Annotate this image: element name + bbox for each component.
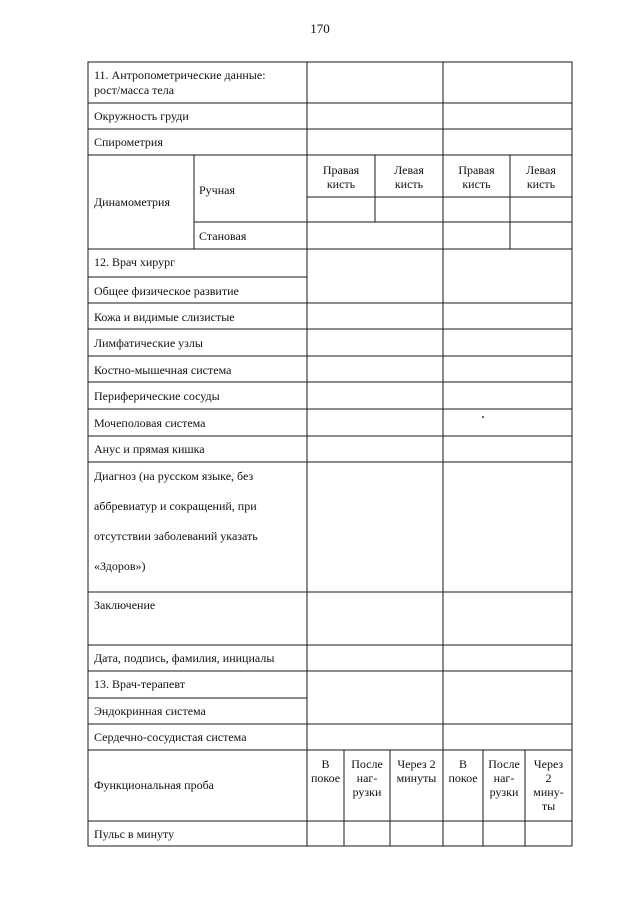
hand-header-right-2: Правая кисть — [458, 163, 495, 191]
diagnosis-label: Диагноз (на русском языке, без аббревиатур и сокращений, при отсутствии заболеваний указать «Здоров») — [94, 469, 258, 573]
pulse-label: Пульс в минуту — [94, 827, 175, 841]
test-header-rest-1: В покое — [310, 757, 341, 785]
test-header-after-2min-1: Через 2 минуты — [396, 757, 437, 785]
hand-header-left-1: Левая кисть — [394, 163, 424, 191]
surgeon-section-title: 12. Врач хирург — [94, 255, 176, 269]
test-header-rest-2: В покое — [448, 757, 478, 785]
stanovaya-dynamometry-label: Становая — [199, 229, 247, 243]
scan-speck — [482, 416, 484, 418]
hand-header-right-1: Правая кисть — [322, 163, 360, 191]
chest-circumference-label: Окружность груди — [94, 109, 189, 123]
peripheral-vessels-label: Периферические сосуды — [94, 389, 220, 403]
therapist-section-title: 13. Врач-терапевт — [94, 677, 185, 691]
urogenital-label: Мочеполовая система — [94, 416, 206, 430]
test-header-after-load-1: После наг- рузки — [351, 757, 383, 799]
cardiovascular-label: Сердечно-сосудистая система — [94, 730, 247, 744]
page-number: 170 — [310, 21, 330, 36]
test-header-after-2min-2: Через 2 мину- ты — [533, 757, 564, 813]
functional-test-label: Функциональная проба — [94, 778, 215, 792]
dynamometry-label: Динамометрия — [94, 195, 170, 209]
physical-development-label: Общее физическое развитие — [94, 284, 239, 298]
conclusion-label: Заключение — [94, 598, 156, 612]
skin-mucosa-label: Кожа и видимые слизистые — [94, 310, 235, 324]
test-header-after-load-2: После наг- рузки — [488, 757, 520, 799]
spirometry-label: Спирометрия — [94, 135, 163, 149]
endocrine-label: Эндокринная система — [94, 704, 206, 718]
signature-label: Дата, подпись, фамилия, инициалы — [94, 651, 275, 665]
manual-dynamometry-label: Ручная — [199, 183, 235, 197]
lymph-nodes-label: Лимфатические узлы — [94, 336, 203, 350]
anus-rectum-label: Анус и прямая кишка — [94, 442, 205, 456]
hand-header-left-2: Левая кисть — [526, 163, 556, 191]
musculoskeletal-label: Костно-мышечная система — [94, 363, 232, 377]
anthropometric-label: 11. Антропометрические данные: рост/масса тела — [94, 68, 266, 97]
